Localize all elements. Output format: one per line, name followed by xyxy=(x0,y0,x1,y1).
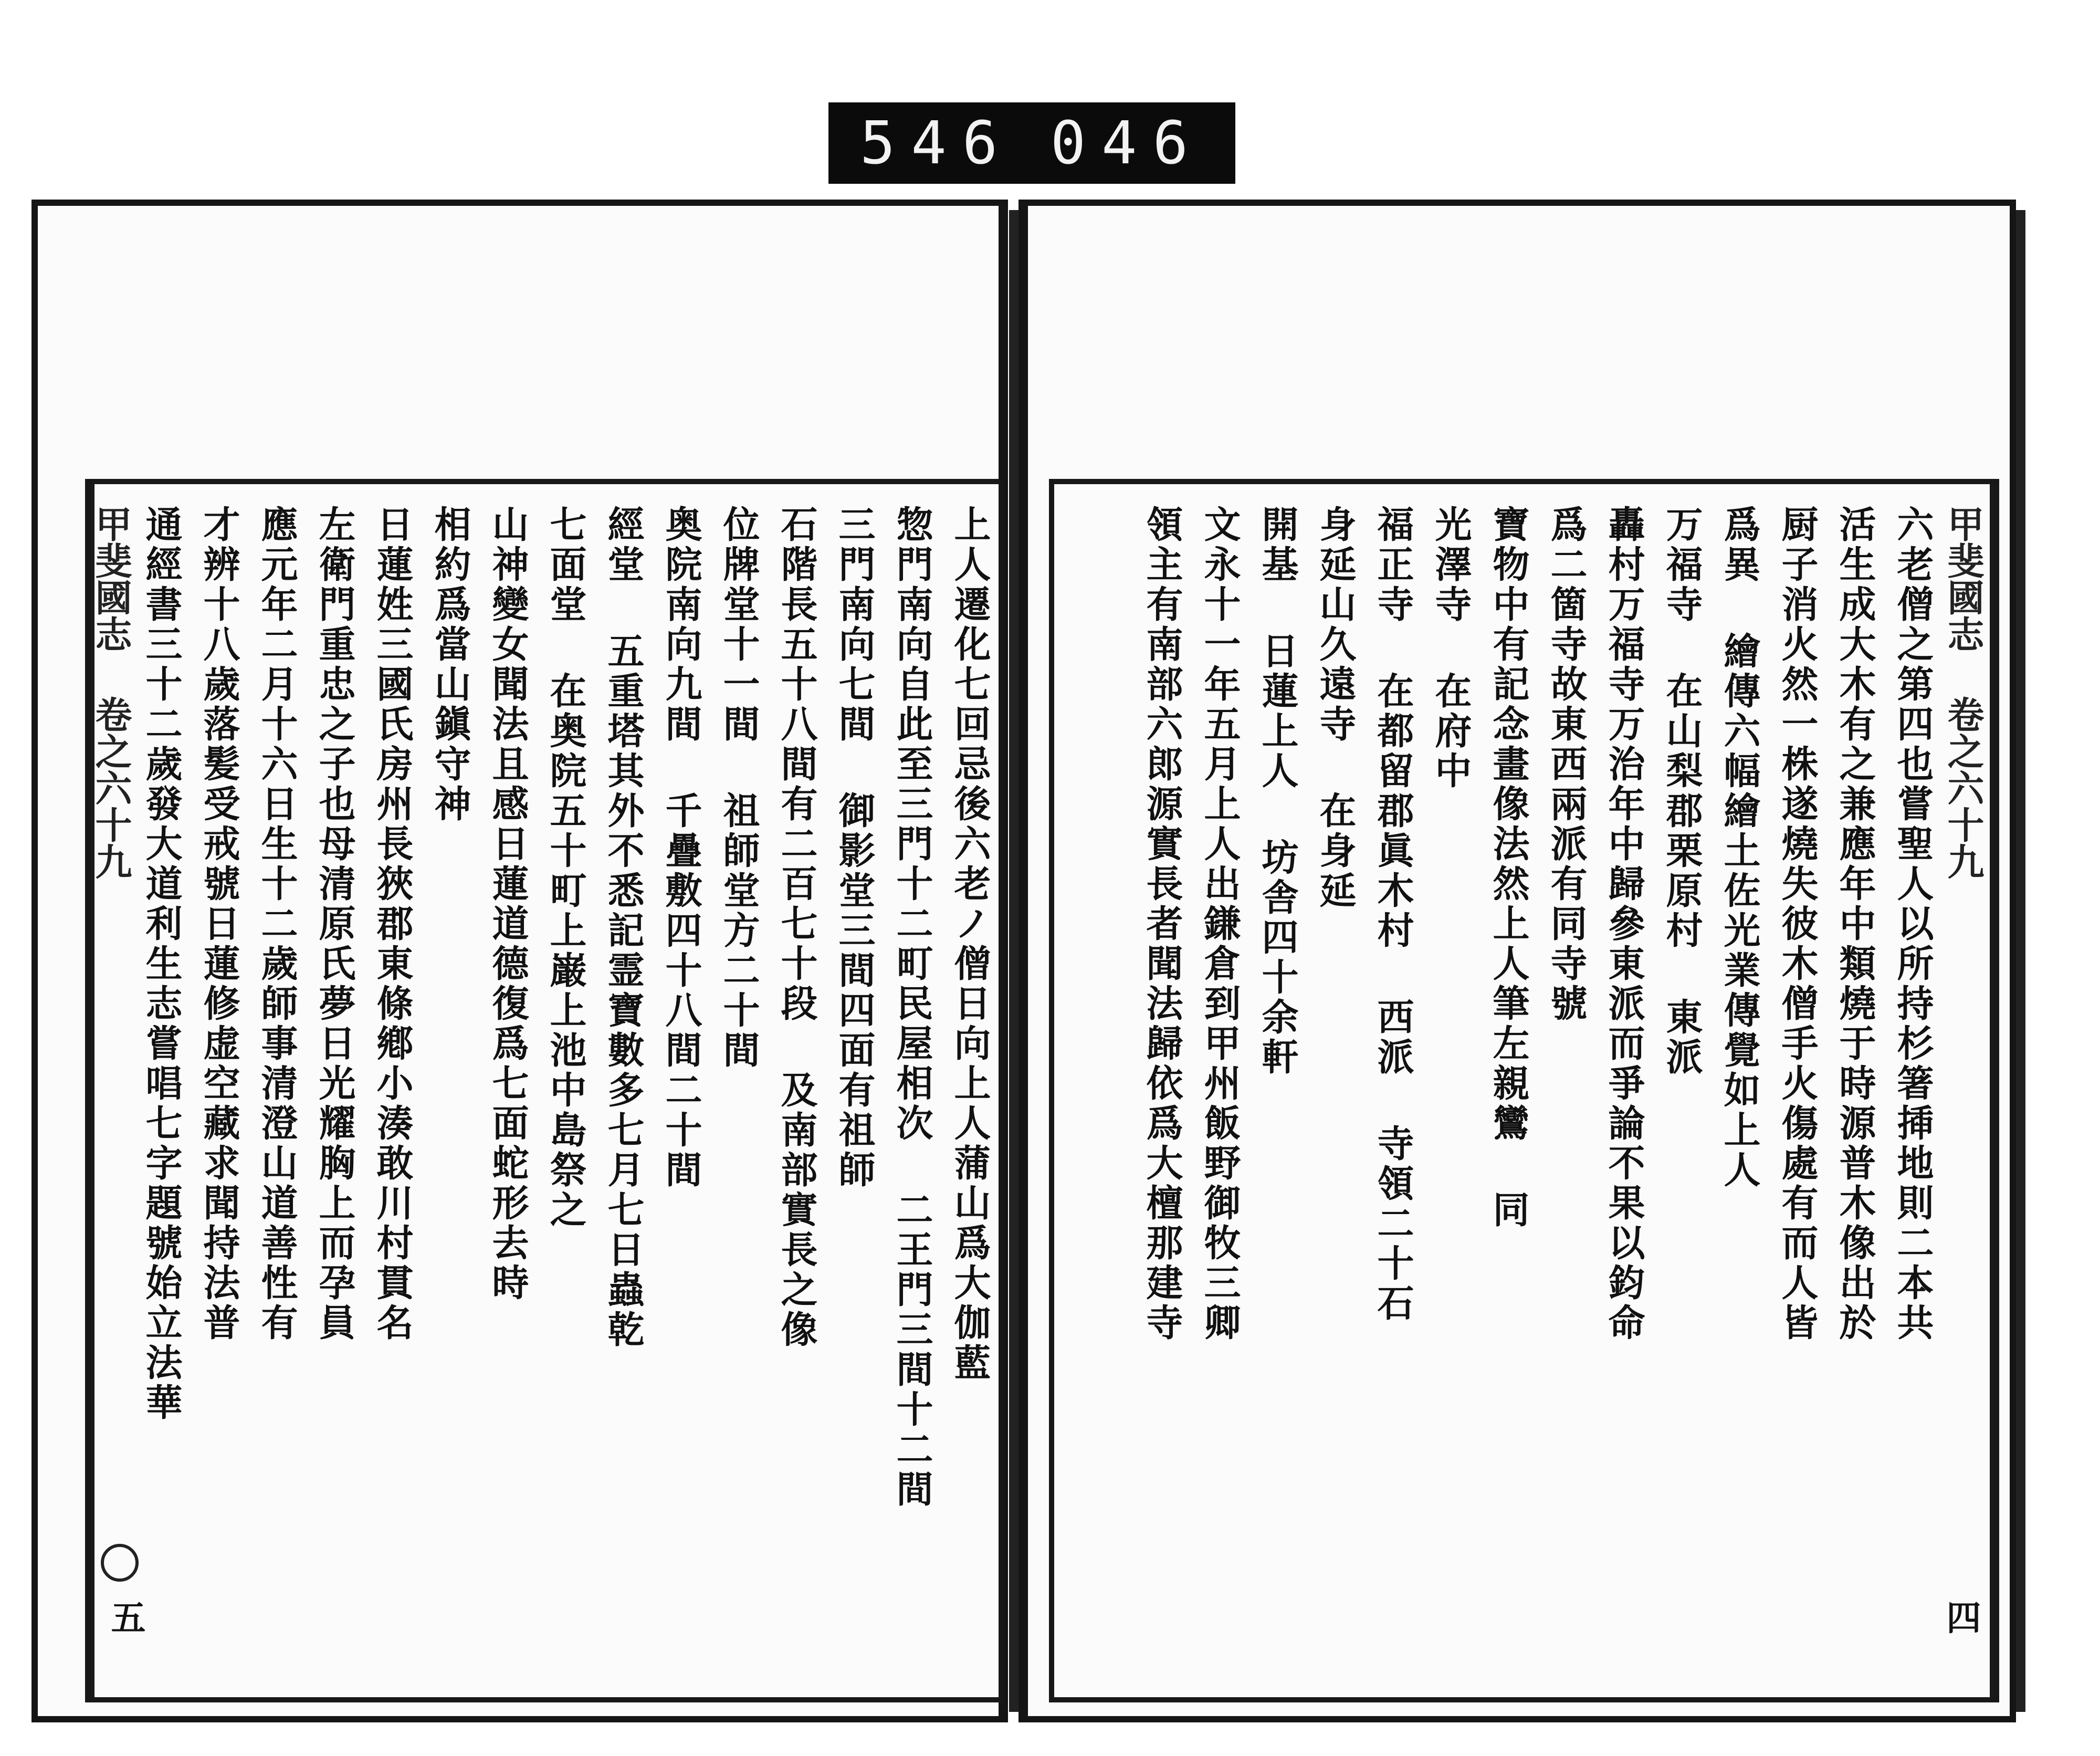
spine-edge-right xyxy=(2016,210,2025,1712)
left-page xyxy=(32,200,1008,1722)
right-col-1: 六老僧之第四也嘗聖人以所持杉箸揷地則二本共 xyxy=(1891,505,1935,1343)
spine-edge-left xyxy=(1009,210,1018,1712)
left-col-15: 通經書三十二歲發大道利生志嘗唱七字題號始立法華 xyxy=(140,505,183,1423)
left-page-number: 五 xyxy=(105,1600,146,1634)
right-col-8: 寶物中有記念畫像法然上人筆左親鸞 同 xyxy=(1487,505,1530,1230)
left-col-8: 七面堂 在奥院五十町上巌上池中島祭之 xyxy=(544,505,587,1230)
left-col-7: 經堂 五重塔其外不悉記霊寶數多七月七日蟲乾 xyxy=(602,505,645,1350)
right-col-3: 厨子消火然一株遂燒失彼木僧手火傷處有而人皆 xyxy=(1776,505,1819,1343)
right-col-9: 光澤寺 在府中 xyxy=(1429,505,1473,791)
left-col-10: 相約爲當山鎭守神 xyxy=(428,505,472,824)
right-col-7: 爲二箇寺故東西兩派有同寺號 xyxy=(1545,505,1588,1024)
right-page-number: 四 xyxy=(1940,1600,1981,1634)
left-col-5: 位牌堂十一間 祖師堂方二十間 xyxy=(717,505,761,1071)
right-col-5: 万福寺 在山梨郡栗原村 東派 xyxy=(1660,505,1704,1078)
right-col-4: 爲異 繪傳六幅繪土佐光業傳覺如上人 xyxy=(1718,505,1761,1190)
circle-mark xyxy=(101,1544,139,1582)
left-col-3: 三門南向七間 御影堂三間四面有祖師 xyxy=(833,505,876,1190)
label-right-number: 046 xyxy=(1050,109,1204,177)
left-hashira: 甲斐國志 卷之六十九 xyxy=(90,484,138,1697)
right-col-10: 福正寺 在都留郡眞木村 西派 寺領二十石 xyxy=(1371,505,1415,1324)
label-left-number: 546 xyxy=(860,109,1014,177)
right-hashira: 甲斐國志 卷之六十九 xyxy=(1947,484,1994,1697)
left-col-2: 惣門南向自此至三門十二町民屋相次 二王門三間十二間 xyxy=(890,505,934,1510)
left-page-frame xyxy=(85,479,1004,1702)
right-col-13: 文永十一年五月上人出鎌倉到甲州飯野御牧三卿 xyxy=(1198,505,1242,1343)
left-col-9: 山神變女聞法且感日蓮道德復爲七面蛇形去時 xyxy=(486,505,530,1303)
left-col-6: 奥院南向九間 千疊敷四十八間二十間 xyxy=(659,505,703,1190)
book-spread xyxy=(32,200,2048,1722)
left-col-1: 上人遷化七回忌後六老ノ僧日向上人蒲山爲大伽藍 xyxy=(948,505,992,1383)
archive-label-strip xyxy=(828,102,1235,184)
left-col-13: 應元年二月十六日生十二歲師事清澄山道善性有 xyxy=(255,505,299,1343)
right-page xyxy=(1018,200,2016,1722)
right-col-12: 開基 日蓮上人 坊舎四十余軒 xyxy=(1256,505,1299,1078)
left-col-4: 石階長五十八間有二百七十段 及南部實長之像 xyxy=(775,505,818,1350)
right-col-6: 轟村万福寺万治年中歸參東派而爭論不果以鈞命 xyxy=(1602,505,1646,1343)
left-col-12: 左衛門重忠之子也母清原氏夢日光耀胸上而孕員 xyxy=(313,505,356,1343)
right-col-2: 活生成大木有之兼應年中類燒于時源普木像出於 xyxy=(1833,505,1877,1343)
right-page-frame xyxy=(1049,479,1999,1702)
right-col-14: 領主有南部六郎源實長者聞法歸依爲大檀那建寺 xyxy=(1140,505,1184,1343)
left-col-11: 日蓮姓三國氏房州長狹郡東條鄕小湊敢川村貫名 xyxy=(371,505,414,1343)
left-col-14: 才辨十八歲落髪受戒號日蓮修虚空藏求聞持法普 xyxy=(197,505,241,1343)
right-col-11: 身延山久遠寺 在身延 xyxy=(1314,505,1357,911)
